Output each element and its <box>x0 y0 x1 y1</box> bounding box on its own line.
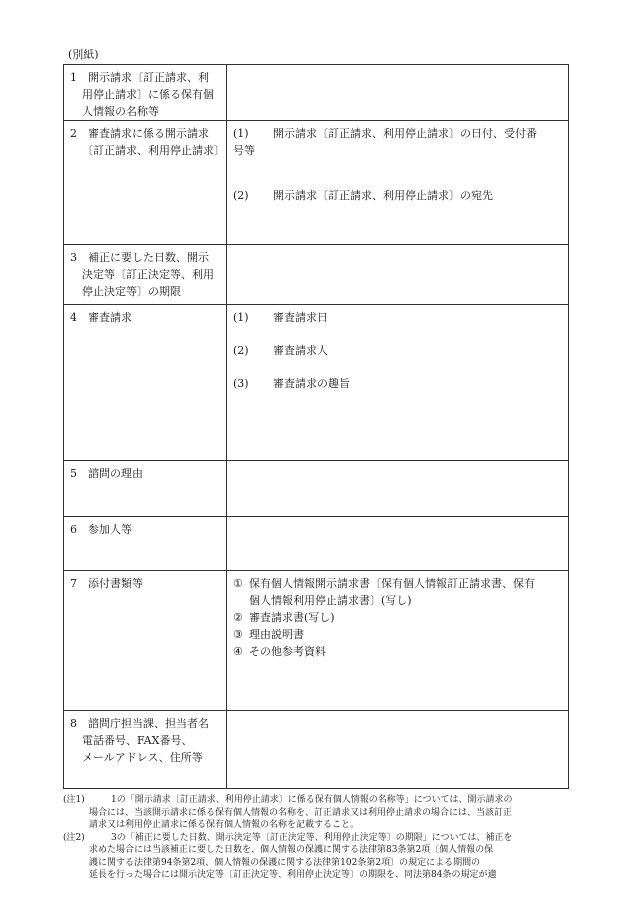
row-label-line: 7 添付書類等 <box>70 577 143 590</box>
row-label-line: メールアドレス、住所等 <box>82 751 203 764</box>
item-text: 審査請求日 <box>273 311 328 324</box>
row-content[interactable] <box>227 121 569 245</box>
form-row <box>64 517 569 571</box>
item-text: その他参考資料 <box>249 645 326 658</box>
content-item-cont: 個人情報利用停止請求書〕(写し) <box>249 594 412 607</box>
row-label-line: 8 諮問庁担当課、担当者名 <box>70 717 209 730</box>
note-text: 護に関する法律第94条第2項、個人情報の保護に関する法律第102条第2項〕の規定による期間の <box>89 857 481 868</box>
item-number: ① <box>233 577 243 590</box>
item-number: (1) <box>233 127 249 140</box>
form-row <box>64 65 569 121</box>
item-number: ③ <box>233 628 243 641</box>
form-row <box>64 245 569 305</box>
note-text: 1の「開示請求〔訂正請求、利用停止請求〕に係る保有個人情報の名称等」については、開示請求の <box>111 795 513 805</box>
row-label <box>64 121 227 245</box>
row-label-line: 4 審査請求 <box>70 311 132 324</box>
row-content[interactable] <box>227 571 569 711</box>
item-text: 開示請求〔訂正請求、利用停止請求〕の宛先 <box>273 189 493 202</box>
page-label: (別紙) <box>68 48 99 61</box>
row-content[interactable] <box>227 711 569 789</box>
item-number: (1) <box>233 311 249 324</box>
form-row <box>64 121 569 245</box>
content-item <box>233 609 564 626</box>
content-item <box>233 125 564 142</box>
note-line <box>63 832 573 845</box>
item-text: 審査請求書(写し) <box>249 611 335 624</box>
note-text: 延長を行った場合には開示決定等〔訂正決定等、利用停止決定等〕の期限を、同法第84条の規定が適 <box>89 870 497 880</box>
note-text: 3の「補正に要した日数、開示決定等〔訂正決定等、利用停止決定等〕の期限」については、補正を <box>111 832 513 843</box>
note-text: 求めた場合には当該補正に要した日数を、個人情報の保護に関する法律第83条第2項〔個人情報の保 <box>89 845 494 855</box>
row-label <box>64 711 227 789</box>
item-text: 保有個人情報開示請求書〔保有個人情報訂正請求書、保有 <box>249 577 535 590</box>
note-tag: (注1) <box>63 795 85 805</box>
form-row <box>64 571 569 711</box>
content-item <box>233 342 564 359</box>
item-number: (3) <box>233 377 249 390</box>
item-text: 理由説明書 <box>249 628 304 641</box>
item-number: (2) <box>233 344 249 357</box>
row-label <box>64 305 227 461</box>
row-label-line: 5 諮問の理由 <box>70 467 143 480</box>
form-row <box>64 305 569 461</box>
row-label-line: 人情報の名称等 <box>82 105 159 118</box>
form-table <box>63 64 569 789</box>
content-item-cont: 号等 <box>233 144 255 157</box>
row-label <box>64 571 227 711</box>
row-content[interactable] <box>227 517 569 571</box>
row-label <box>64 517 227 571</box>
row-content[interactable] <box>227 245 569 305</box>
item-number: ② <box>233 611 243 624</box>
row-content[interactable] <box>227 65 569 121</box>
row-label-line: 〔訂正請求、利用停止請求〕 <box>82 144 225 157</box>
item-number: ④ <box>233 645 243 658</box>
content-item <box>233 575 564 592</box>
note-tag: (注2) <box>63 832 85 843</box>
note-text: 請求又は利用停止請求に係る保有個人情報の名称を記載すること。 <box>89 820 360 830</box>
content-item <box>233 643 564 660</box>
row-label-line: 3 補正に要した日数、開示 <box>70 251 209 264</box>
item-text: 審査請求人 <box>273 344 328 357</box>
content-item <box>233 309 564 326</box>
row-label-line: 決定等〔訂正決定等、利用 <box>82 268 214 281</box>
notes-section <box>63 794 573 882</box>
row-label-line: 1 開示請求〔訂正請求、利 <box>70 71 209 84</box>
row-label-line: 停止決定等〕の期限 <box>82 285 181 298</box>
row-label-line: 用停止請求〕に係る保有個 <box>82 88 214 101</box>
form-row <box>64 461 569 517</box>
item-text: 開示請求〔訂正請求、利用停止請求〕の日付、受付番 <box>273 127 537 140</box>
row-content[interactable] <box>227 305 569 461</box>
row-label <box>64 461 227 517</box>
row-label <box>64 245 227 305</box>
item-text: 審査請求の趣旨 <box>273 377 350 390</box>
row-label-line: 電話番号、FAX番号、 <box>82 734 193 747</box>
form-row <box>64 711 569 789</box>
content-item <box>233 626 564 643</box>
content-item <box>233 375 564 392</box>
content-item <box>233 187 564 204</box>
row-label <box>64 65 227 121</box>
note-text: 場合には、当該開示請求に係る保有個人情報の名称を、訂正請求又は利用停止請求の場合には、当該訂正 <box>89 807 513 818</box>
item-number: (2) <box>233 189 249 202</box>
row-label-line: 6 参加人等 <box>70 523 132 536</box>
row-content[interactable] <box>227 461 569 517</box>
row-label-line: 2 審査請求に係る開示請求 <box>70 127 209 140</box>
note-line <box>63 794 573 807</box>
